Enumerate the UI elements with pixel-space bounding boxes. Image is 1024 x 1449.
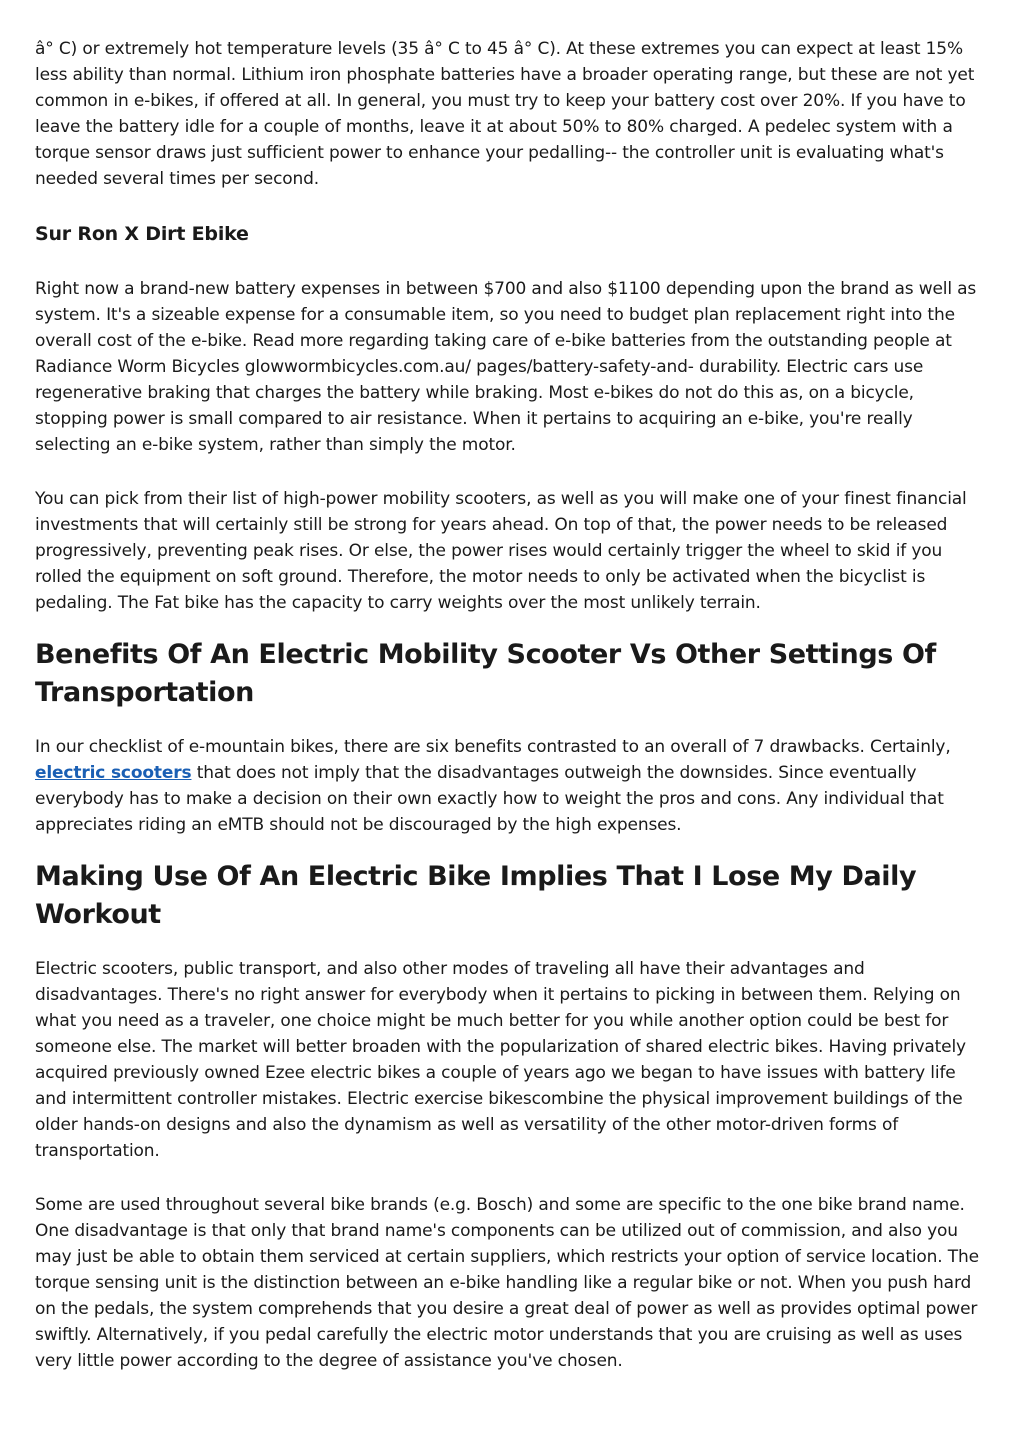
electric-scooters-link[interactable]: electric scooters xyxy=(35,763,192,783)
paragraph-text-after-link: that does not imply that the disadvantages outweigh the downsides. Since eventually everybody has to make a decision on their own exactly how to weight the pros and cons. Any individual that appreciates riding an eMTB should not be discouraged by the high expenses. xyxy=(35,763,944,835)
heading-daily-workout: Making Use Of An Electric Bike Implies That I Lose My Daily Workout xyxy=(35,861,917,930)
body-paragraph-transport-modes: Electric scooters, public transport, and also other modes of traveling all have their advantages and disadvantages. There's no right answer for everybody when it pertains to picking in between them. Relying on what you need as a traveler, one choice might be much better for you while another option could be best for someone else. The market will better broaden with the popularization of shared electric bikes. Having privately acquired previously owned Ezee electric bikes a couple of years ago we began to have issues with battery life and intermittent controller mistakes. Electric exercise bikescombine the physical improvement buildings of the older hands-on designs and also the dynamism as well as versatility of the other motor-driven forms of transportation. xyxy=(35,959,966,1161)
body-paragraph-battery-cost: Right now a brand-new battery expenses in between $700 and also $1100 depending upon the brand as well as system. It's a sizeable expense for a consumable item, so you need to budget plan replacement right into the overall cost of the e-bike. Read more regarding taking care of e-bike batteries from the outstanding people at Radiance Worm Bicycles glowwormbicycles.com.au/ pages/battery-safety-and- durability. Electric cars use regenerative braking that charges the battery while braking. Most e-bikes do not do this as, on a bicycle, stopping power is small compared to air resistance. When it pertains to acquiring an e-bike, you're really selecting an e-bike system, rather than simply the motor. xyxy=(35,279,977,455)
heading-benefits: Benefits Of An Electric Mobility Scooter Vs Other Settings Of Transportation xyxy=(35,639,936,708)
subheading-sur-ron: Sur Ron X Dirt Ebike xyxy=(35,223,249,245)
paragraph-text-before-link: In our checklist of e-mountain bikes, there are six benefits contrasted to an overall of 7 drawbacks. Certainly, xyxy=(35,737,951,757)
body-paragraph-torque-sensor: Some are used throughout several bike brands (e.g. Bosch) and some are specific to the one bike brand name. One disadvantage is that only that brand name's components can be utilized out of commission, and also you may just be able to obtain them serviced at certain suppliers, which restricts your option of service location. The torque sensing unit is the distinction between an e-bike handling like a regular bike or not. When you push hard on the pedals, the system comprehends that you desire a great deal of power as well as provides optimal power swiftly. Alternatively, if you pedal carefully the electric motor understands that you are cruising as well as uses very little power according to the degree of assistance you've chosen. xyxy=(35,1195,979,1371)
body-paragraph-mobility-scooters: You can pick from their list of high-power mobility scooters, as well as you will make one of your finest financial investments that will certainly still be strong for years ahead. On top of that, the power needs to be released progressively, preventing peak rises. Or else, the power rises would certainly trigger the wheel to skid if you rolled the equipment on soft ground. Therefore, the motor needs to only be activated when the bicyclist is pedaling. The Fat bike has the capacity to carry weights over the most unlikely terrain. xyxy=(35,489,967,613)
body-paragraph-emtb-checklist xyxy=(35,734,989,838)
body-paragraph-battery-temperature: â° C) or extremely hot temperature levels (35 â° C to 45 â° C). At these extremes you can expect at least 15% less ability than normal. Lithium iron phosphate batteries have a broader operating range, but these are not yet common in e-bikes, if offered at all. In general, you must try to keep your battery cost over 20%. If you have to leave the battery idle for a couple of months, leave it at about 50% to 80% charged. A pedelec system with a torque sensor draws just sufficient power to enhance your pedalling-- the controller unit is evaluating what's needed several times per second. xyxy=(35,39,975,189)
